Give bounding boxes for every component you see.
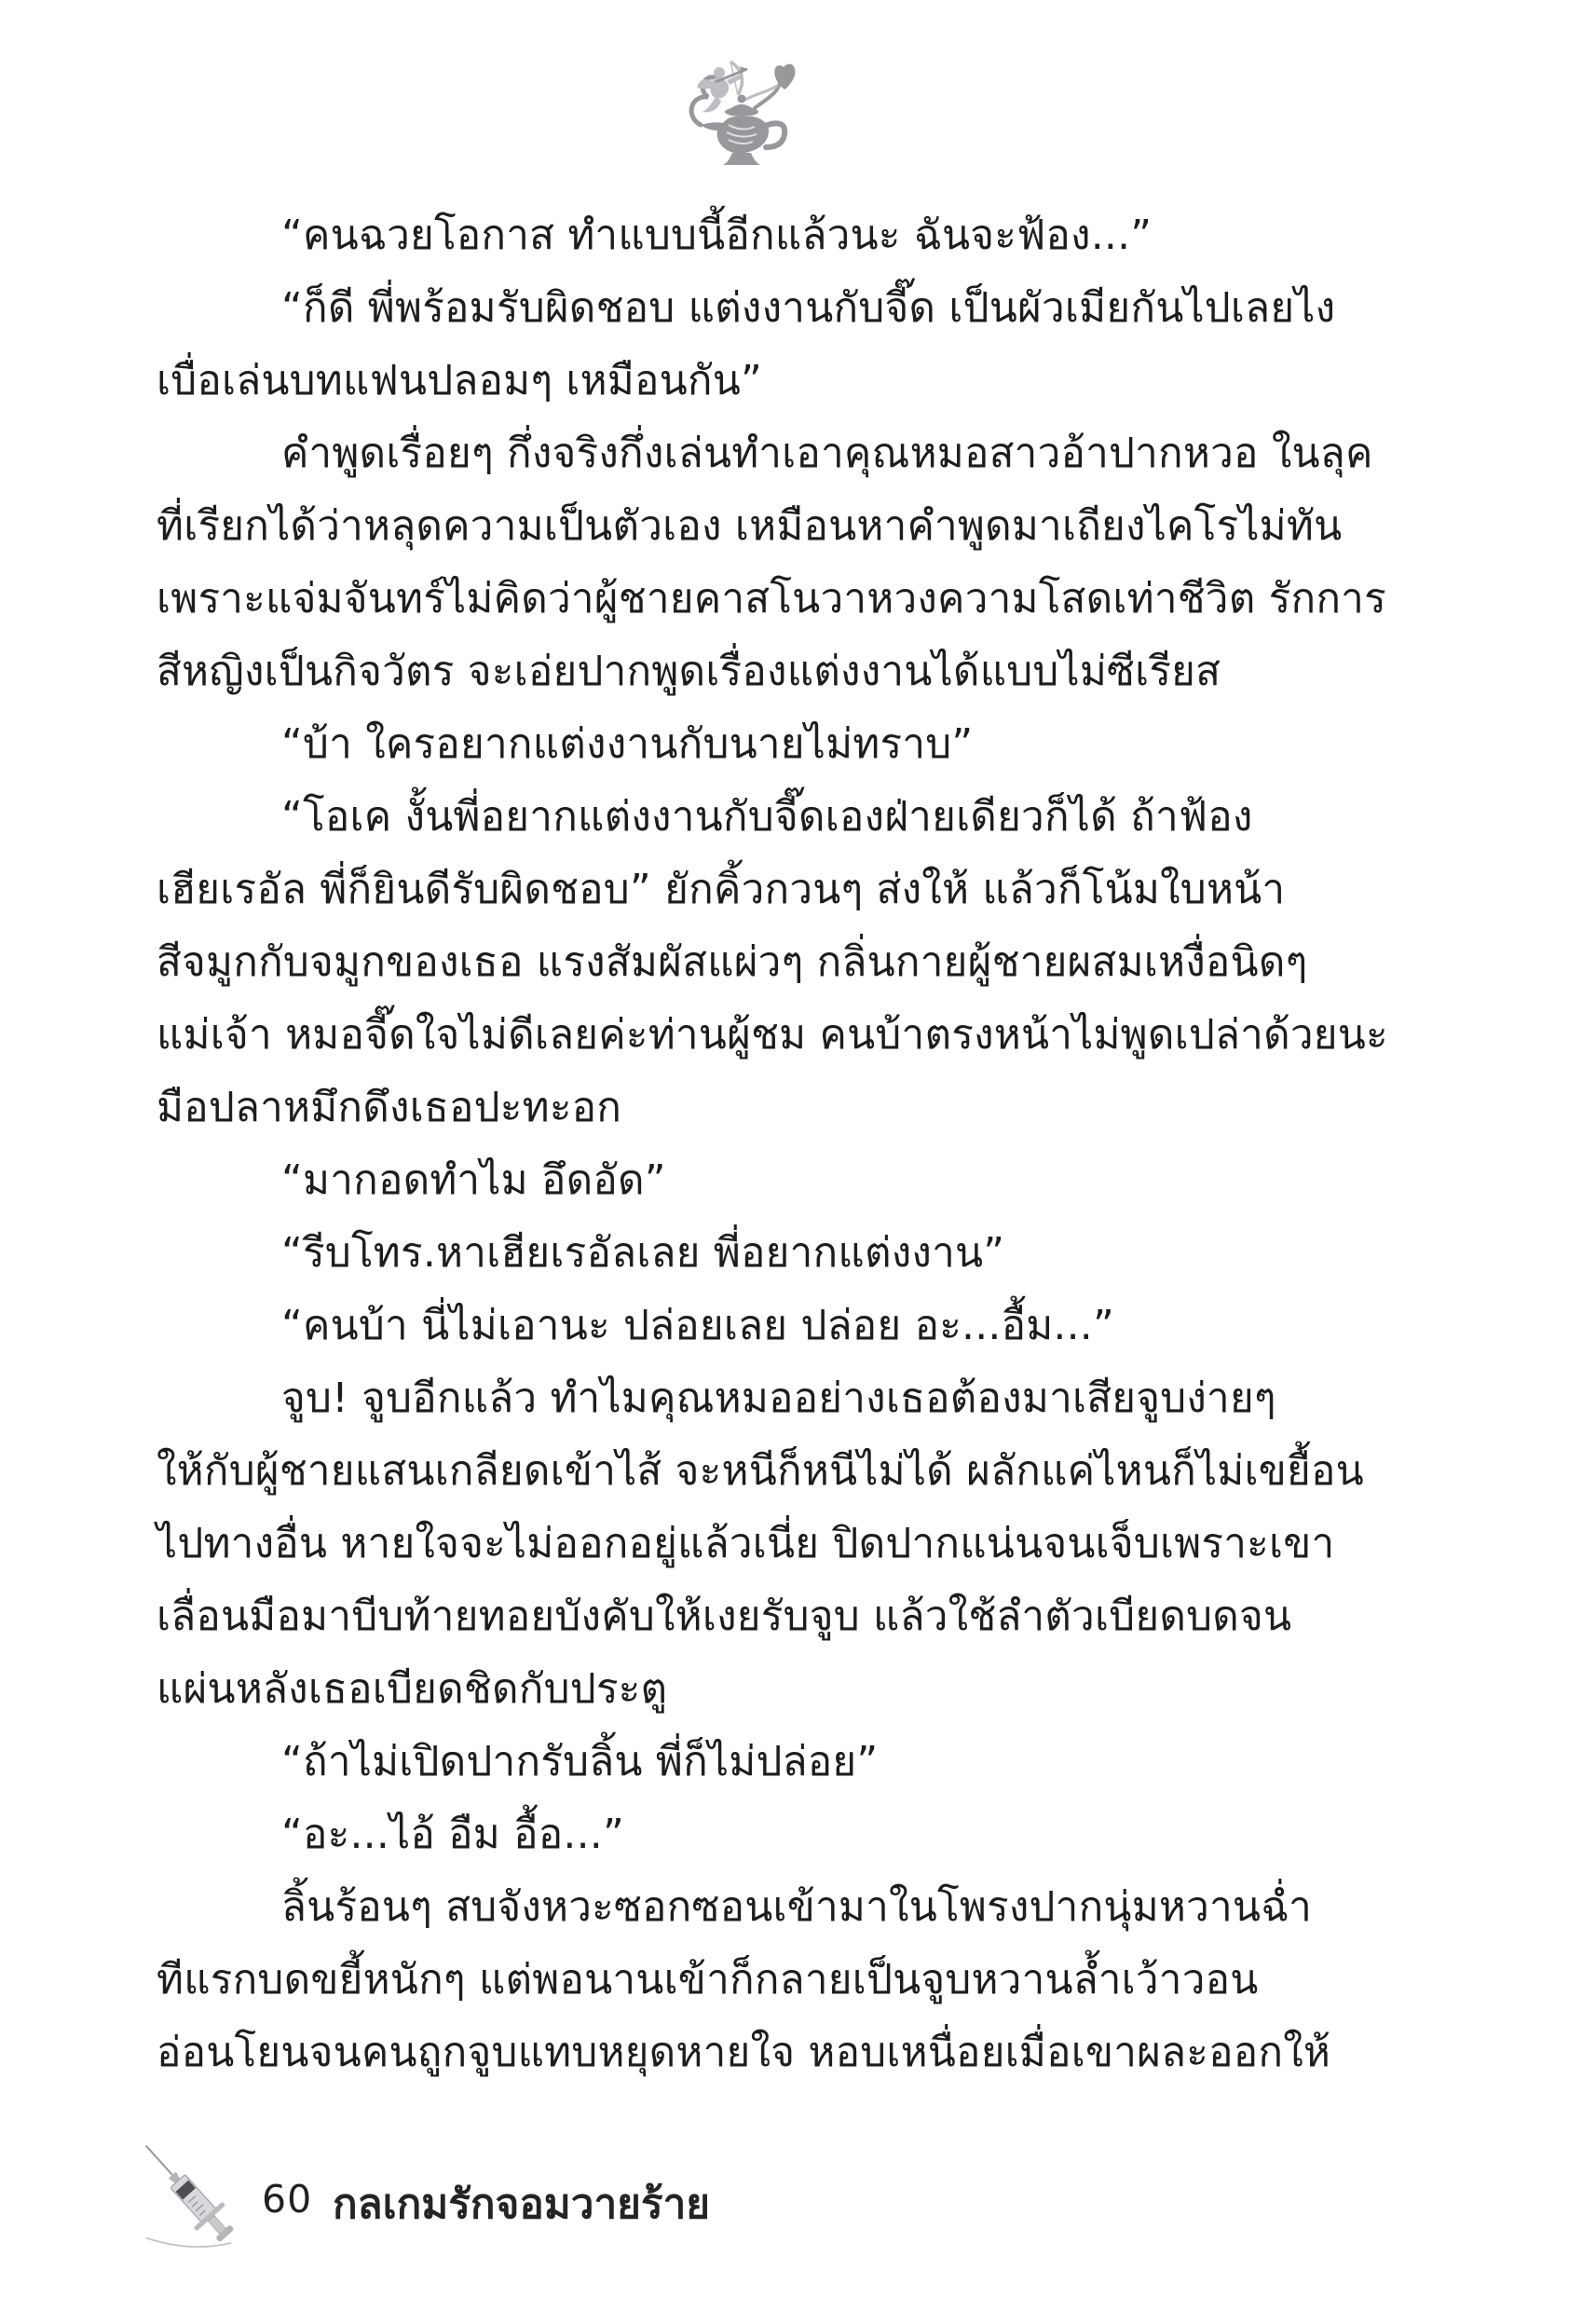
footer-ornament (130, 2140, 253, 2263)
cupid-genie-lamp-icon (688, 54, 809, 177)
paragraph (157, 781, 1439, 1144)
paragraph (157, 708, 1439, 781)
paragraph (157, 1726, 1439, 1798)
header-ornament (688, 54, 809, 177)
text-line: “ถ้าไม่เปิดปากรับลิ้น พี่ก็ไม่ปล่อย” (281, 1738, 879, 1785)
text-line: เฮียเรอัล พี่ก็ยินดีรับผิดชอบ” ยักคิ้วกวนๆ ส่งให้ แล้วก็โน้มใบหน้า (157, 866, 1286, 913)
paragraph (157, 1871, 1439, 2089)
paragraph (157, 199, 1439, 272)
text-line: ไปทางอื่น หายใจจะไม่ออกอยู่แล้วเนี่ย ปิดปากแน่นจนเจ็บเพราะเขา (157, 1520, 1335, 1567)
text-line: ให้กับผู้ชายแสนเกลียดเข้าไส้ จะหนีก็หนีไม่ได้ ผลักแค่ไหนก็ไม่เขยื้อน (157, 1447, 1364, 1495)
text-line: เบื่อเล่นบทแฟนปลอมๆ เหมือนกัน” (157, 357, 763, 404)
text-line: เลื่อนมือมาบีบท้ายทอยบังคับให้เงยรับจูบ แล้วใช้ลำตัวเบียดบดจน (157, 1593, 1292, 1640)
text-line: “รีบโทร.หาเฮียเรอัลเลย พี่อยากแต่งงาน” (281, 1229, 1005, 1277)
text-line: สีหญิงเป็นกิจวัตร จะเอ่ยปากพูดเรื่องแต่งงานได้แบบไม่ซีเรียส (157, 648, 1221, 695)
paragraph (157, 1217, 1439, 1290)
text-line: “มากอดทำไม อึดอัด” (281, 1156, 666, 1204)
text-line: แม่เจ้า หมอจี๊ดใจไม่ดีเลยค่ะท่านผู้ชม คนบ้าตรงหน้าไม่พูดเปล่าด้วยนะ (157, 1011, 1388, 1059)
text-line: สีจมูกกับจมูกของเธอ แรงสัมผัสแผ่วๆ กลิ่นกายผู้ชายผสมเหงื่อนิดๆ (157, 938, 1308, 986)
text-line: ลิ้นร้อนๆ สบจังหวะซอกซอนเข้ามาในโพรงปากนุ่มหวานฉ่ำ (281, 1883, 1313, 1931)
text-line: “โอเค งั้นพี่อยากแต่งงานกับจี๊ดเองฝ่ายเดียวก็ได้ ถ้าฟ้อง (281, 793, 1253, 841)
paragraph (157, 1290, 1439, 1362)
paragraph (157, 1798, 1439, 1871)
text-line: มือปลาหมึกดึงเธอปะทะอก (157, 1084, 622, 1131)
text-line: “บ้า ใครอยากแต่งงานกับนายไม่ทราบ” (281, 720, 974, 768)
paragraph (157, 1362, 1439, 1726)
paragraph (157, 272, 1439, 417)
page-number: 60 (262, 2177, 313, 2222)
text-line: “คนบ้า นี่ไม่เอานะ ปล่อยเลย ปล่อย อะ...อื้ม...” (281, 1302, 1114, 1349)
book-title: กลเกมรักจอมวายร้าย (333, 2181, 711, 2228)
text-line: คำพูดเรื่อยๆ กึ่งจริงกึ่งเล่นทำเอาคุณหมอสาวอ้าปากหวอ ในลุค (281, 430, 1373, 477)
text-line: “อะ...ไอ้ อืม อื้อ...” (281, 1811, 624, 1858)
paragraph (157, 417, 1439, 708)
text-line: “ก็ดี พี่พร้อมรับผิดชอบ แต่งงานกับจี๊ด เป็นผัวเมียกันไปเลยไง (281, 284, 1336, 332)
text-line: เพราะแจ่มจันทร์ไม่คิดว่าผู้ชายคาสโนวาหวงความโสดเท่าชีวิต รักการ (157, 575, 1386, 622)
text-line: ที่เรียกได้ว่าหลุดความเป็นตัวเอง เหมือนหาคำพูดมาเถียงไคโรไม่ทัน (157, 502, 1343, 550)
text-line: อ่อนโยนจนคนถูกจูบแทบหยุดหายใจ หอบเหนื่อยเมื่อเขาผละออกให้ (157, 2029, 1331, 2076)
text-line: “คนฉวยโอกาส ทำแบบนี้อีกแล้วนะ ฉันจะฟ้อง...” (281, 212, 1153, 259)
syringe-icon (130, 2140, 253, 2263)
text-line: แผ่นหลังเธอเบียดชิดกับประตู (157, 1665, 668, 1713)
paragraph (157, 1144, 1439, 1217)
body-text (157, 199, 1439, 2089)
text-line: ทีแรกบดขยี้หนักๆ แต่พอนานเข้าก็กลายเป็นจูบหวานล้ำเว้าวอน (157, 1956, 1259, 2003)
text-line: จูบ! จูบอีกแล้ว ทำไมคุณหมออย่างเธอต้องมาเสียจูบง่ายๆ (281, 1374, 1276, 1422)
